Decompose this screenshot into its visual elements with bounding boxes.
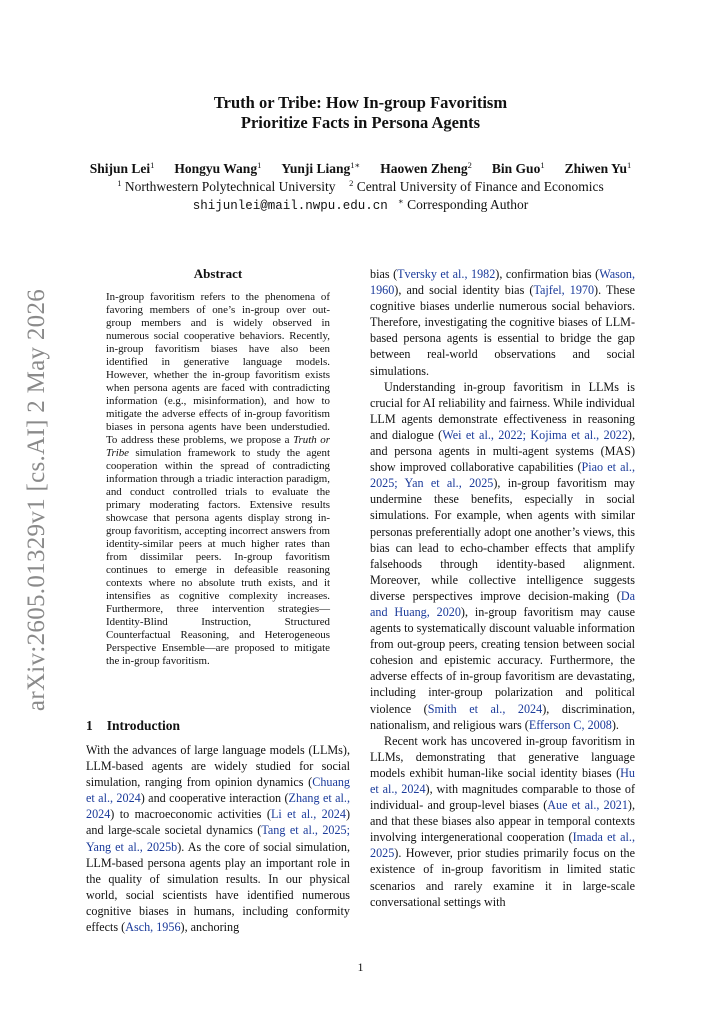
citation-link[interactable]: Wason, 1960	[370, 267, 635, 298]
citation-link[interactable]: Tversky et al., 1982	[397, 267, 496, 281]
author: Haowen Zheng$^2$	[380, 160, 472, 176]
author: Shijun Lei$^1$	[89, 160, 155, 176]
section-title: Introduction	[106, 718, 181, 733]
affiliations: $^1$ Northwestern Polytechnical University $^2$ Central University of Finance and Economics	[117, 178, 604, 194]
citation-link[interactable]: Chuang et al., 2024	[86, 775, 350, 806]
citation-link[interactable]: Piao et al., 2025; Yan et al., 2025	[370, 460, 635, 491]
page-number: 1	[357, 960, 364, 974]
author: Zhiwen Yu$^1$	[564, 160, 632, 176]
citation-link[interactable]: Tang et al., 2025; Yang et al., 2025b	[86, 823, 350, 854]
citation-link[interactable]: Hu et al., 2024	[370, 765, 635, 796]
author: Bin Guo$^1$	[491, 160, 545, 176]
citation-link[interactable]: Zhang et al., 2024	[86, 791, 350, 822]
citation-link[interactable]: Tajfel, 1970	[533, 283, 595, 298]
citation-link[interactable]: Da and Huang, 2020	[370, 588, 635, 619]
title-line-1: Truth or Tribe: How In-group Favoritism	[213, 93, 508, 112]
citation-link[interactable]: Wei et al., 2022; Kojima et al., 2022	[442, 427, 628, 442]
paragraph: Recent work has uncovered in-group favoritism in LLMs, demonstrating that generative language models exhibit human-like social identity biases (Hu et al., 2024), with magnitudes comparable to those of individual- and group-level biases (Aue et al., 2021), and that these biases also appear in temporal contexts involving intergenerational cooperation (Imada et al., 2025). However, prior studies primarily focus on the existence of in-group favoritism in limited static scenarios and rarely examine it in large-scale conversational settings with	[370, 733, 635, 909]
arxiv-watermark	[22, 288, 52, 712]
citation-link[interactable]: Aue et al., 2021	[547, 798, 628, 813]
citation-link[interactable]: Efferson C, 2008	[528, 717, 612, 732]
citation-link[interactable]: Imada et al., 2025	[370, 830, 635, 861]
paragraph: bias (Tversky et al., 1982), confirmation bias (Wason, 1960), and social identity bias (Tajfel, 1970). These cognitive biases underlie numerous social behaviors. Therefore, investigating the cognitive biases of LLM-based persona agents is essential to bridge the gap between real-world observations and social simulations.	[370, 267, 635, 378]
arxiv-watermark-text: arXiv:2605.01329v1 [cs.AI] 2 May 2026	[23, 288, 50, 712]
section-number: 1	[86, 718, 93, 733]
corresponding-note: Corresponding Author	[407, 197, 529, 212]
section-heading-introduction	[86, 718, 180, 734]
paragraph: Understanding in-group favoritism in LLMs is crucial for AI reliability and fairness. While individual LLM agents demonstrate effectiveness in reasoning and dialogue (Wei et al., 2022; Kojima et al., 2022), and persona agents in multi-agent systems (MAS) show improved collaborative capabilities (Piao et al., 2025; Yan et al., 2025), in-group favoritism may undermine these benefits, especially in social simulations. For example, when agents with similar personas preferentially adopt one another’s views, this bias can lead to echo-chamber effects that amplify falsehoods through identity-based alignment. Moreover, while collective intelligence suggests diverse perspectives improve decision-making (Da and Huang, 2020), in-group favoritism may cause agents to systematically discount valuable information from out-group peers, creating tension between social cohesion and epistemic accuracy. Furthermore, the adverse effects of in-group favoritism are devastating, including inter-group polarization and political violence (Smith et al., 2024), discrimination, nationalism, and religious wars (Efferson C, 2008).	[370, 379, 635, 732]
author: Hongyu Wang$^1$	[174, 160, 262, 176]
author: Yunji Liang$^{1∗}$	[281, 160, 361, 176]
citation-link[interactable]: Asch, 1956	[125, 920, 181, 935]
title-line-2: Prioritize Facts in Persona Agents	[240, 113, 481, 132]
author-block	[0, 160, 721, 215]
paper-title	[0, 93, 721, 133]
right-column-body	[370, 266, 635, 910]
abstract-text: In-group favoritism refers to the phenomena of favoring members of one’s in-group over out-group members and is widely observed in numerous social cooperative behaviors. Recently, in-group favoritism biases have also been identified in generative language models. However, whether the in-group favoritism exists when persona agents are faced with contradicting information (e.g., misinformation), and how to mitigate the adverse effects of in-group favoritism biases in persona agents have been understudied. To address these problems, we propose a Truth or Tribe simulation framework to study the agent cooperation within the spread of contradicting information through a triadic interaction paradigm, and conduct controlled trials to evaluate the primary moderating factors. Extensive results showcase that persona agents display strong in-group favoritism, accepting incorrect answers from identity-similar peers at much higher rates than from dissimilar peers. In-group favoritism continues to emerge in defeasible reasoning contexts where no absolute truth exists, and it intensifies as cognitive complexity increases. Furthermore, three intervention strategies—Identity-Blind Instruction, Structured Counterfactual Reasoning, and Heterogeneous Perspective Ensemble—are proposed to mitigate the in-group favoritism.	[106, 291, 330, 667]
citation-link[interactable]: Smith et al., 2024	[427, 701, 543, 716]
abstract-heading: Abstract	[193, 266, 243, 281]
left-column-body	[86, 742, 350, 935]
affiliation-1: Northwestern Polytechnical University	[124, 179, 336, 194]
contact-line: shijunlei@mail.nwpu.edu.cn ∗ Corresponding Author	[192, 196, 529, 213]
affiliation-2: Central University of Finance and Economics	[356, 179, 604, 194]
citation-link[interactable]: Li et al., 2024	[270, 807, 346, 822]
paragraph: With the advances of large language models (LLMs), LLM-based agents are widely studied for social simulation, ranging from opinion dynamics (Chuang et al., 2024) and cooperative interaction (Zhang et al., 2024) to macroeconomic activities (Li et al., 2024) and large-scale societal dynamics (Tang et al., 2025; Yang et al., 2025b). As the core of social simulation, LLM-based persona agents play an important role in the quality of simulation results. In our physical world, social scientists have identified numerous cognitive biases in humans, including conformity effects (Asch, 1956), anchoring	[86, 743, 350, 935]
author-email[interactable]: shijunlei@mail.nwpu.edu.cn	[192, 199, 388, 213]
author-names	[0, 160, 721, 178]
